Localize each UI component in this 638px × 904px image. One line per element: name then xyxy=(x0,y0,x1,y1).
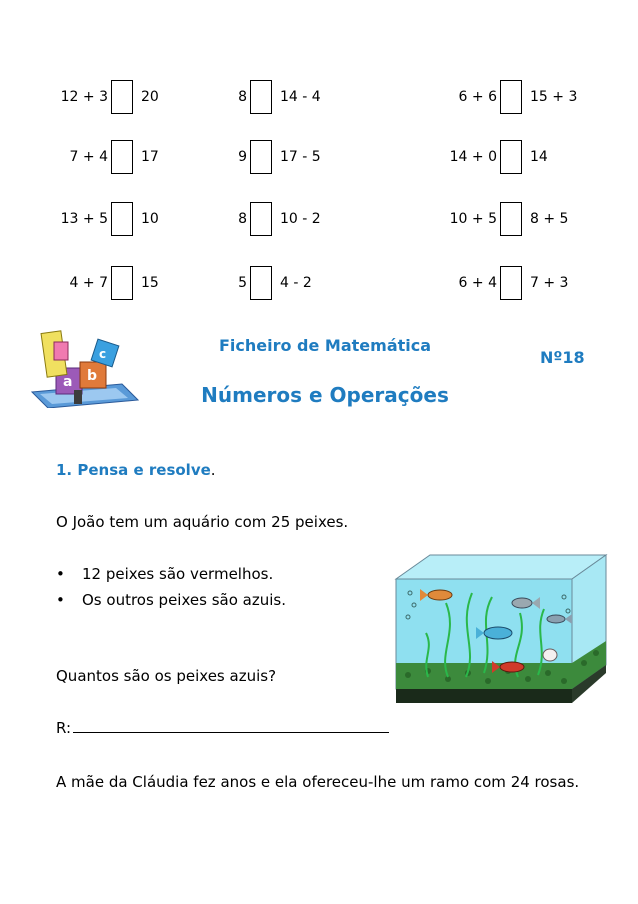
comparison-left-expression: 6 + 6 xyxy=(458,89,497,105)
problem-intro: O João tem um aquário com 25 peixes. xyxy=(56,513,349,531)
comparison-left-expression: 6 + 4 xyxy=(458,275,497,291)
comparison-left-expression: 7 + 4 xyxy=(69,149,108,165)
svg-text:b: b xyxy=(87,368,98,384)
bullet-item: • 12 peixes são vermelhos. xyxy=(56,565,274,583)
problem-question: Quantos são os peixes azuis? xyxy=(56,667,277,685)
comparison-answer-box[interactable] xyxy=(250,266,272,300)
comparison-row xyxy=(0,202,638,238)
comparison-answer-box[interactable] xyxy=(250,80,272,114)
comparison-right-expression: 15 xyxy=(141,275,159,291)
bullet-text: 12 peixes são vermelhos. xyxy=(82,565,274,583)
worksheet-number: Nº18 xyxy=(540,348,585,367)
comparison-row xyxy=(0,140,638,176)
exercise-heading-dot: . xyxy=(210,461,216,479)
aquarium-illustration xyxy=(388,553,610,707)
comparison-right-expression: 14 - 4 xyxy=(280,89,321,105)
comparison-answer-box[interactable] xyxy=(500,80,522,114)
comparison-right-expression: 10 - 2 xyxy=(280,211,321,227)
comparison-left-expression: 13 + 5 xyxy=(60,211,108,227)
worksheet-subtitle: Números e Operações xyxy=(201,383,449,407)
answer-blank[interactable] xyxy=(73,718,389,733)
comparison-right-expression: 14 xyxy=(530,149,548,165)
comparison-answer-box[interactable] xyxy=(500,140,522,174)
comparison-right-expression: 10 xyxy=(141,211,159,227)
comparison-answer-box[interactable] xyxy=(500,266,522,300)
comparison-left-expression: 10 + 5 xyxy=(449,211,497,227)
svg-text:c: c xyxy=(99,347,107,361)
comparison-row xyxy=(0,266,638,302)
comparison-left-expression: 8 xyxy=(238,89,247,105)
comparison-left-expression: 4 + 7 xyxy=(69,275,108,291)
exercise-heading xyxy=(56,461,216,479)
answer-line[interactable] xyxy=(56,718,389,737)
answer-label: R: xyxy=(56,719,72,737)
comparison-right-expression: 7 + 3 xyxy=(530,275,569,291)
comparison-right-expression: 20 xyxy=(141,89,159,105)
comparison-left-expression: 14 + 0 xyxy=(449,149,497,165)
comparison-right-expression: 4 - 2 xyxy=(280,275,312,291)
worksheet-title: Ficheiro de Matemática xyxy=(218,336,432,355)
comparison-answer-box[interactable] xyxy=(250,202,272,236)
alphabet-blocks-icon xyxy=(30,328,140,408)
bullet-item: • Os outros peixes são azuis. xyxy=(56,591,286,609)
svg-text:a: a xyxy=(63,374,73,390)
comparison-answer-box[interactable] xyxy=(111,266,133,300)
exercise-heading-text: 1. Pensa e resolve xyxy=(56,461,211,479)
comparison-left-expression: 5 xyxy=(238,275,247,291)
comparison-right-expression: 8 + 5 xyxy=(530,211,569,227)
bullet-text: Os outros peixes são azuis. xyxy=(82,591,286,609)
comparison-right-expression: 15 + 3 xyxy=(530,89,578,105)
comparison-answer-box[interactable] xyxy=(250,140,272,174)
comparison-left-expression: 8 xyxy=(238,211,247,227)
comparison-answer-box[interactable] xyxy=(111,202,133,236)
comparison-left-expression: 12 + 3 xyxy=(60,89,108,105)
comparison-row xyxy=(0,80,638,116)
next-problem-text: A mãe da Cláudia fez anos e ela ofereceu-lhe um ramo com 24 rosas. xyxy=(56,773,580,791)
comparison-left-expression: 9 xyxy=(238,149,247,165)
comparison-right-expression: 17 xyxy=(141,149,159,165)
comparison-answer-box[interactable] xyxy=(111,80,133,114)
comparison-answer-box[interactable] xyxy=(500,202,522,236)
comparison-right-expression: 17 - 5 xyxy=(280,149,321,165)
comparison-answer-box[interactable] xyxy=(111,140,133,174)
